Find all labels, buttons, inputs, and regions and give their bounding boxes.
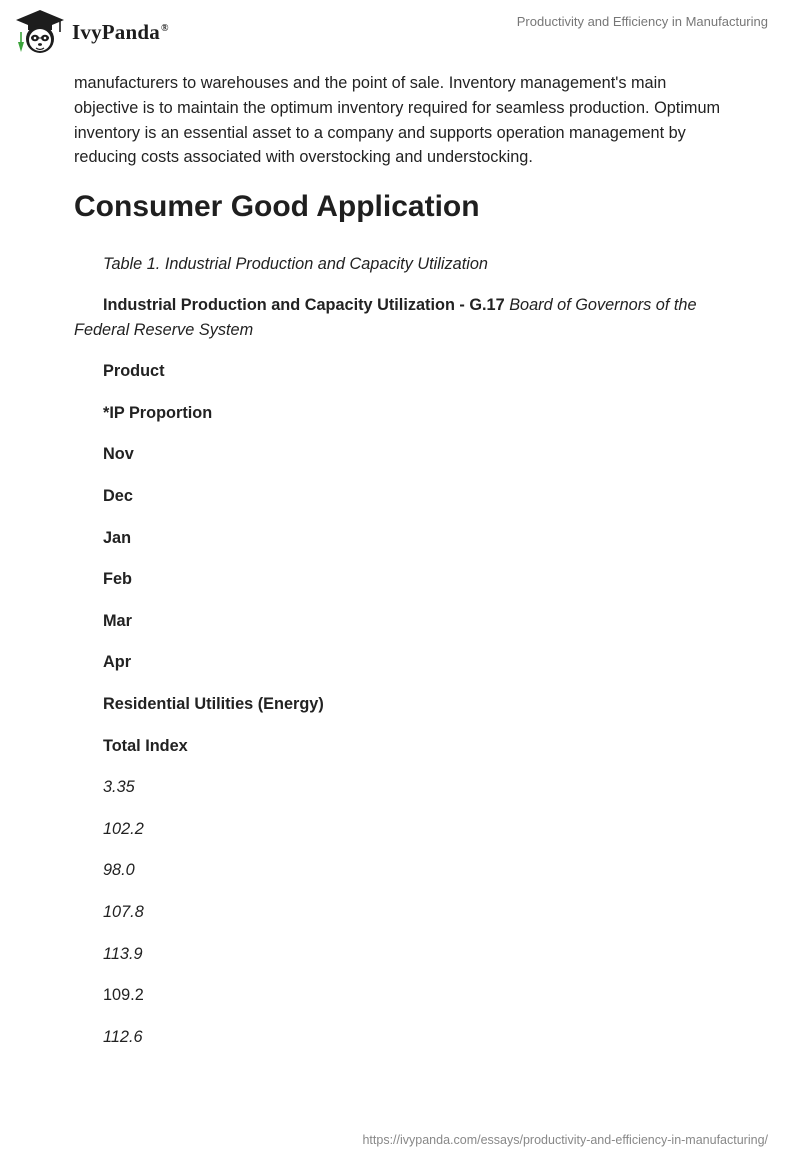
- table-header: Product: [103, 362, 165, 381]
- row-label: Residential Utilities (Energy): [103, 694, 324, 713]
- table-cell: 102.2: [103, 819, 144, 838]
- table-header: *IP Proportion: [103, 403, 213, 422]
- table-cell: 109.2: [103, 986, 144, 1005]
- table-cell: 3.35: [103, 778, 135, 797]
- table-header: Apr: [103, 653, 132, 672]
- table-header: Jan: [103, 528, 132, 547]
- table-header: Nov: [103, 445, 134, 464]
- table-cells: [74, 359, 734, 1066]
- table-cell: 98.0: [103, 861, 135, 880]
- table-cell: 112.6: [103, 1027, 143, 1046]
- table-caption: Table 1. Industrial Production and Capacity Utilization: [103, 255, 488, 274]
- row-sub-label: Total Index: [103, 736, 188, 755]
- table-source: [74, 293, 734, 343]
- panda-graduate-icon: [14, 8, 66, 56]
- table-cell: 107.8: [103, 902, 144, 921]
- document-title: Productivity and Efficiency in Manufacturing: [516, 14, 768, 29]
- source-url[interactable]: https://ivypanda.com/essays/productivity-and-efficiency-in-manufacturing/: [362, 1133, 768, 1147]
- table-header: Mar: [103, 611, 132, 630]
- table-cell: 113.9: [103, 944, 143, 963]
- brand-name: IvyPanda®: [72, 19, 169, 44]
- table-header: Dec: [103, 486, 133, 505]
- section-heading: Consumer Good Application: [74, 190, 480, 224]
- ivypanda-logo[interactable]: [14, 8, 169, 56]
- page-header: [0, 0, 800, 62]
- source-organization: Board of Governors of the Federal Reserve System: [74, 296, 697, 340]
- intro-paragraph: manufacturers to warehouses and the point of sale. Inventory management's main objective is to maintain the optimum inventory required for seamless production. Optimum inventory is an essential asset to a company and supports operation management by reducing costs associated with overstocking and understocking.: [74, 74, 721, 167]
- source-title: Industrial Production and Capacity Utilization - G.17: [103, 296, 505, 315]
- table-header: Feb: [103, 570, 132, 589]
- article-body: [74, 71, 734, 1066]
